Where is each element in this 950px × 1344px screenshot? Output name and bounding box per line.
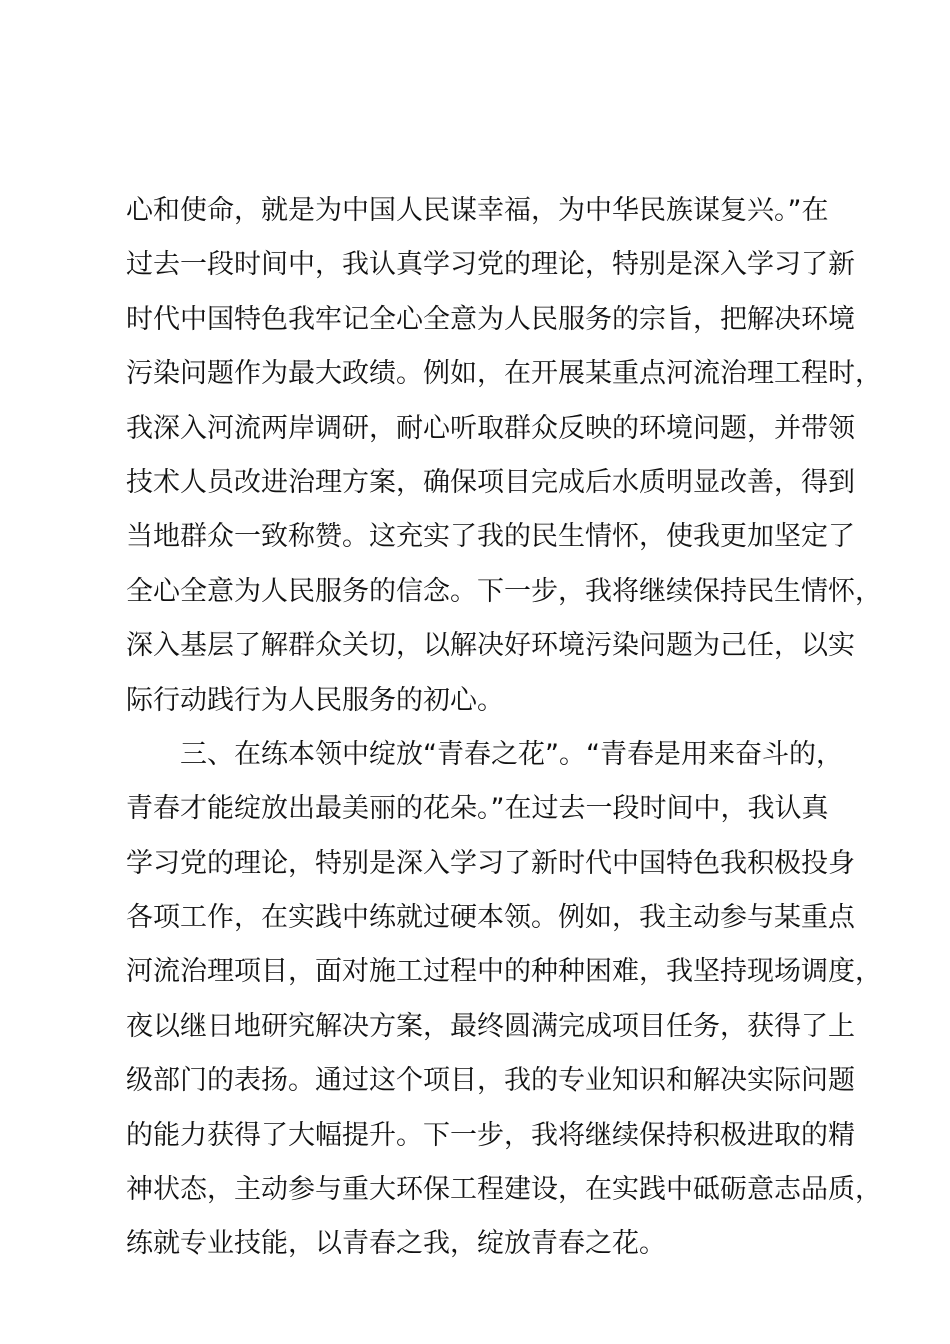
text-line: 各项工作，在实践中练就过硬本领。例如，我主动参与某重点 <box>126 902 855 934</box>
text-line: 当地群众一致称赞。这充实了我的民生情怀，使我更加坚定了 <box>126 521 855 553</box>
text-line: 深入基层了解群众关切，以解决好环境污染问题为己任，以实 <box>126 630 855 662</box>
text-line: 学习党的理论，特别是深入学习了新时代中国特色我积极投身 <box>126 847 855 879</box>
text-line: 污染问题作为最大政绩。例如，在开展某重点河流治理工程时， <box>126 358 882 390</box>
text-line: 技术人员改进治理方案，确保项目完成后水质明显改善，得到 <box>126 466 855 498</box>
text-line: 时代中国特色我牢记全心全意为人民服务的宗旨，把解决环境 <box>126 303 855 335</box>
text-line: 的能力获得了大幅提升。下一步，我将继续保持积极进取的精 <box>126 1119 855 1151</box>
text-line: 青春才能绽放出最美丽的花朵。”在过去一段时间中，我认真 <box>126 793 829 825</box>
text-line: 河流治理项目，面对施工过程中的种种困难，我坚持现场调度， <box>126 956 882 988</box>
text-line: 心和使命，就是为中国人民谋幸福，为中华民族谋复兴。”在 <box>126 195 829 226</box>
text-line: 过去一段时间中，我认真学习党的理论，特别是深入学习了新 <box>126 249 855 281</box>
text-line: 神状态，主动参与重大环保工程建设，在实践中砥砺意志品质， <box>126 1174 882 1206</box>
section-heading-line: 三、在练本领中绽放“青春之花”。“青春是用来奋斗的， <box>180 738 843 770</box>
body-text <box>126 184 882 1272</box>
text-line: 夜以继日地研究解决方案，最终圆满完成项目任务，获得了上 <box>126 1010 855 1042</box>
text-line: 全心全意为人民服务的信念。下一步，我将继续保持民生情怀， <box>126 575 882 607</box>
text-line: 练就专业技能，以青春之我，绽放青春之花。 <box>126 1228 666 1260</box>
text-line: 级部门的表扬。通过这个项目，我的专业知识和解决实际问题 <box>126 1065 855 1097</box>
text-line: 我深入河流两岸调研，耐心听取群众反映的环境问题，并带领 <box>126 412 855 444</box>
text-line: 际行动践行为人民服务的初心。 <box>126 684 504 716</box>
